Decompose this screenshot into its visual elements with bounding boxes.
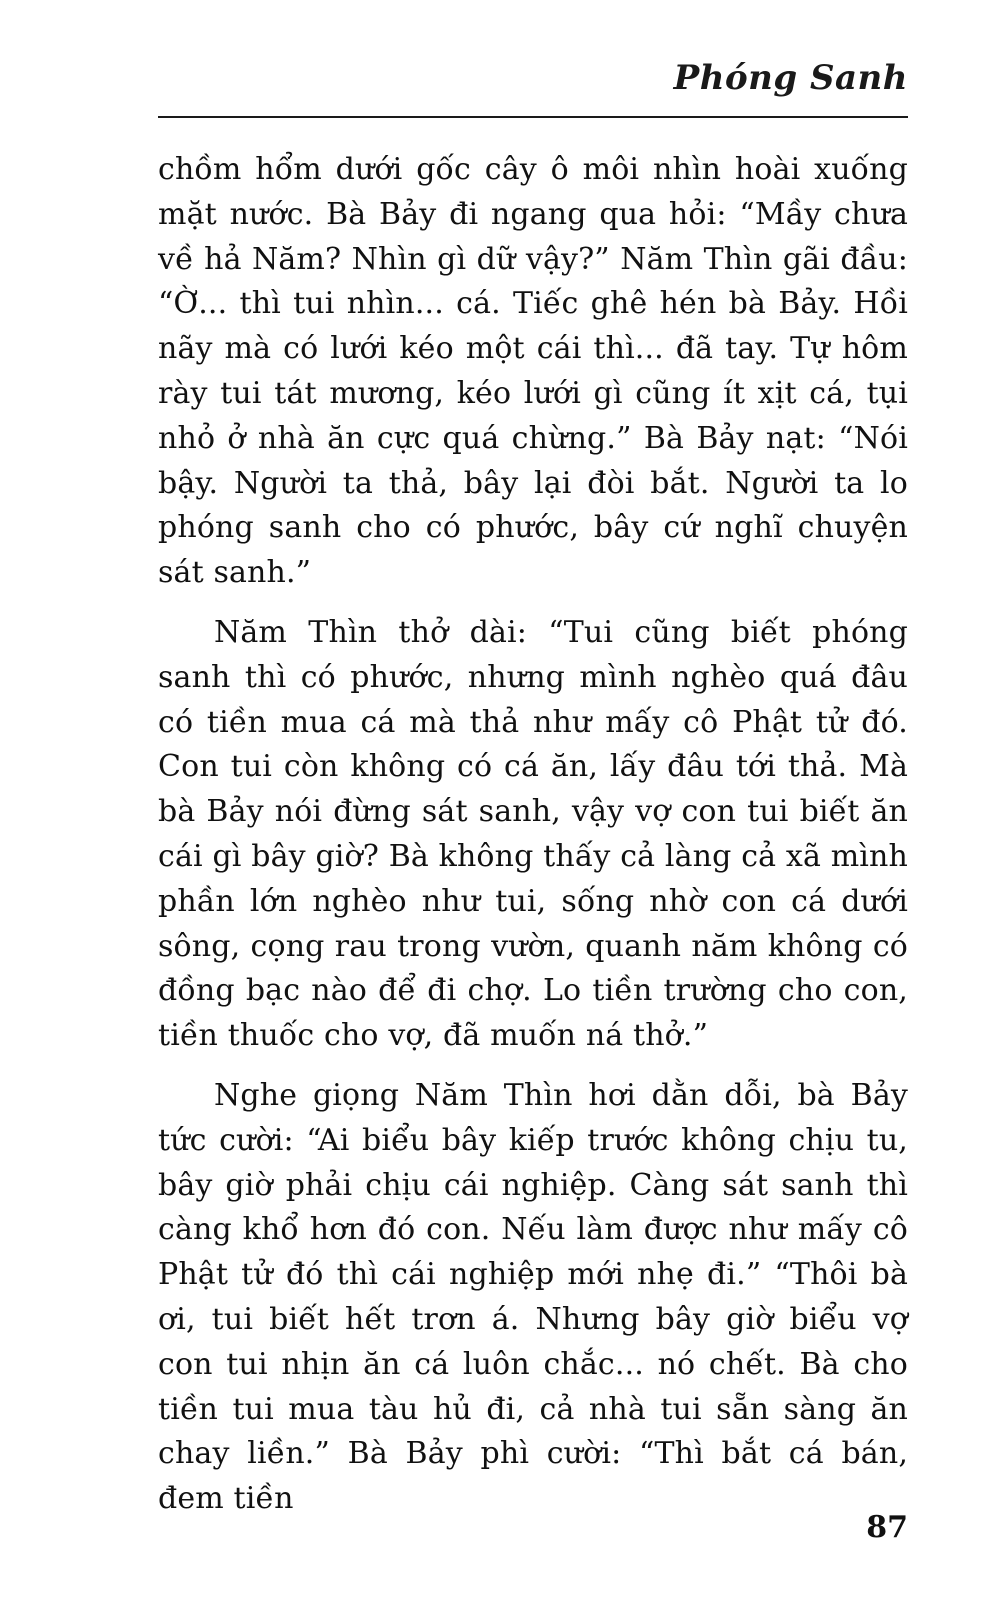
paragraph: Nghe giọng Năm Thìn hơi dằn dỗi, bà Bảy tức cười: “Ai biểu bây kiếp trước không chịu tu, bây giờ phải chịu cái nghiệp. Càng sát sanh thì càng khổ hơn đó con. Nếu làm được như mấy cô Phật tử đó thì cái nghiệp mới nhẹ đi.” “Thôi bà ơi, tui biết hết trơn á. Nhưng bây giờ biểu vợ con tui nhịn ăn cá luôn chắc... nó chết. Bà cho tiền tui mua tàu hủ đi, cả nhà tui sẵn sàng ăn chay liền.” Bà Bảy phì cười: “Thì bắt cá bán, đem tiền — [158, 1077, 908, 1517]
paragraph-continuation: chồm hổm dưới gốc cây ô môi nhìn hoài xuống mặt nước. Bà Bảy đi ngang qua hỏi: “Mầy chưa về hả Năm? Nhìn gì dữ vậy?” Năm Thìn gãi đầu: “Ờ... thì tui nhìn... cá. Tiếc ghê hén bà Bảy. Hồi nãy mà có lưới kéo một cái thì... đã tay. Tự hôm rày tui tát mương, kéo lưới gì cũng ít xịt cá, tụi nhỏ ở nhà ăn cực quá chừng.” Bà Bảy nạt: “Nói bậy. Người ta thả, bây lại đòi bắt. Người ta lo phóng sanh cho có phước, bây cứ nghĩ chuyện sát sanh.” — [158, 152, 908, 591]
running-header-title: Phóng Sanh — [673, 58, 908, 98]
body-text — [158, 148, 908, 1537]
page-number: 87 — [866, 1510, 908, 1545]
header-rule — [158, 116, 908, 118]
paragraph: Năm Thìn thở dài: “Tui cũng biết phóng sanh thì có phước, nhưng mình nghèo quá đâu có tiền mua cá mà thả như mấy cô Phật tử đó. Con tui còn không có cá ăn, lấy đâu tới thả. Mà bà Bảy nói đừng sát sanh, vậy vợ con tui biết ăn cái gì bây giờ? Bà không thấy cả làng cả xã mình phần lớn nghèo như tui, sống nhờ con cá dưới sông, cọng rau trong vườn, quanh năm không có đồng bạc nào để đi chợ. Lo tiền trường cho con, tiền thuốc cho vợ, đã muốn ná thở.” — [158, 614, 908, 1054]
